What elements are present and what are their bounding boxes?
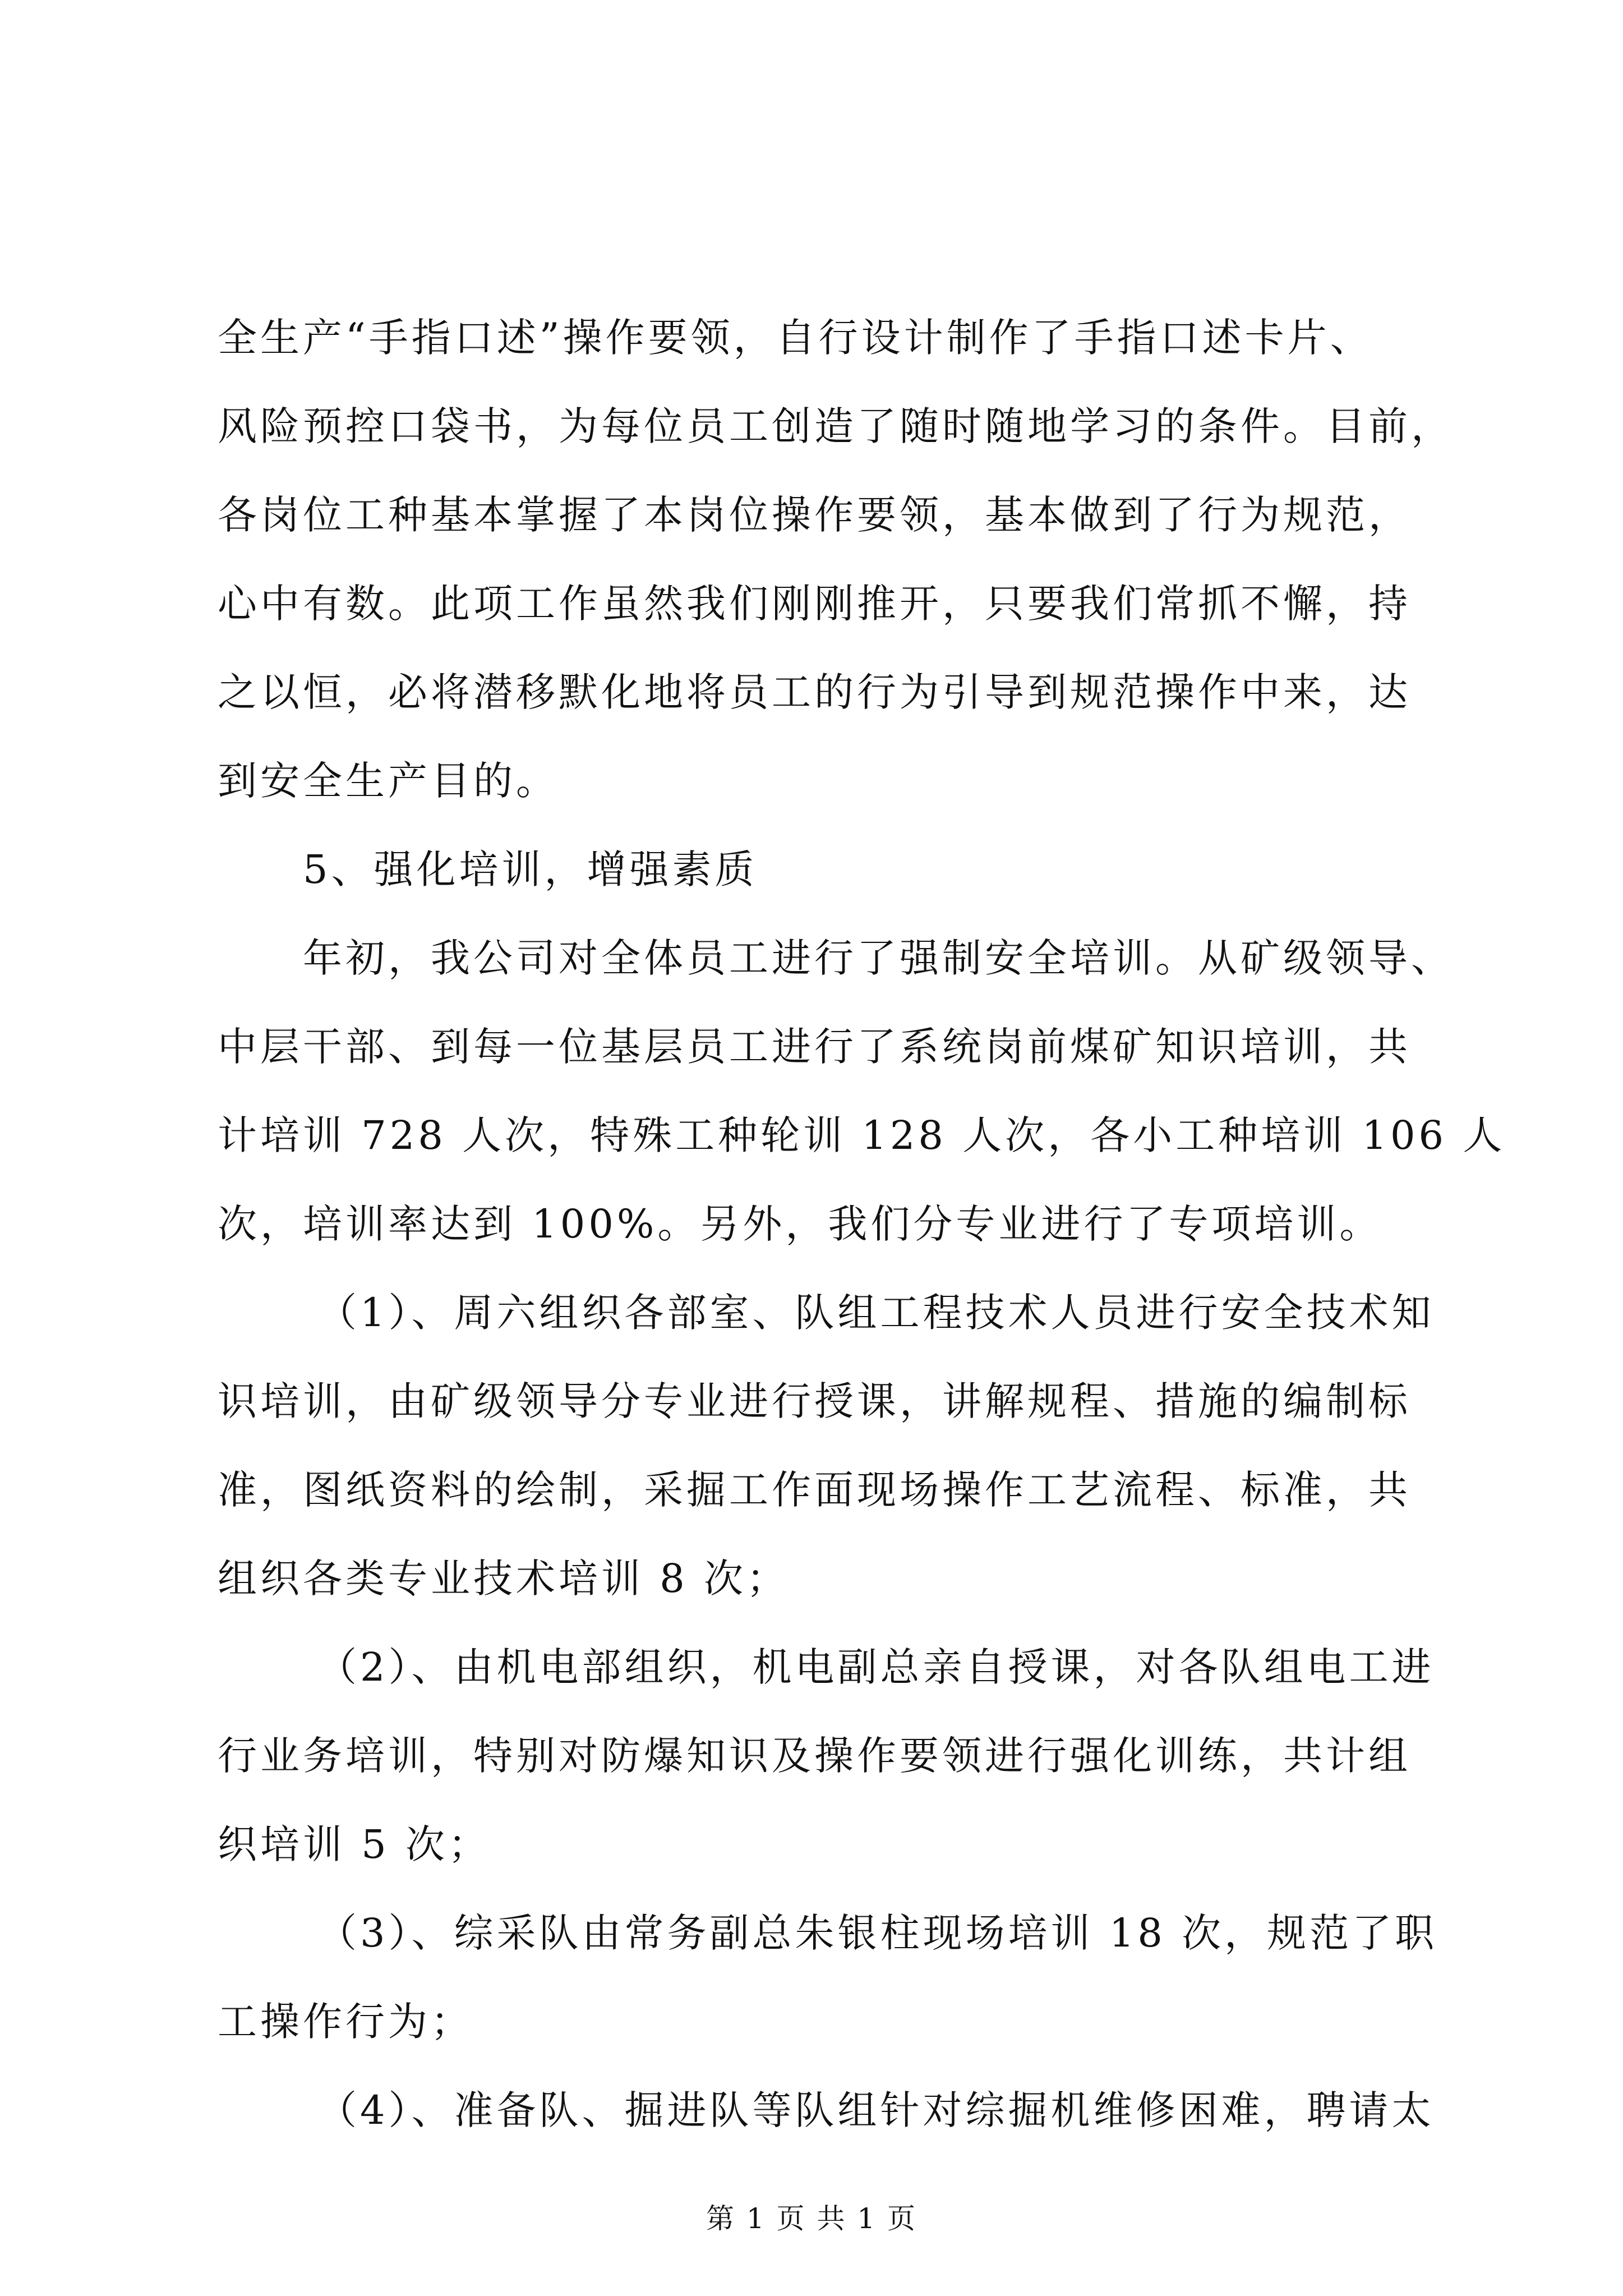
text-line: （4）、准备队、掘进队等队组针对综掘机维修困难，聘请太 xyxy=(317,2087,1435,2133)
text-line: （2）、由机电部组织，机电副总亲自授课，对各队组电工进 xyxy=(317,1644,1435,1690)
text-line: 心中有数。此项工作虽然我们刚刚推开，只要我们常抓不懈，持 xyxy=(218,581,1411,627)
page-footer: 第 1 页 共 1 页 xyxy=(706,2202,917,2235)
text-line: 计培训 728 人次，特殊工种轮训 128 人次，各小工种培训 106 人 xyxy=(218,1112,1506,1158)
text-line: 行业务培训，特别对防爆知识及操作要领进行强化训练，共计组 xyxy=(218,1733,1411,1779)
text-line: 次，培训率达到 100%。另外，我们分专业进行了专项培训。 xyxy=(218,1201,1382,1247)
text-line: 年初，我公司对全体员工进行了强制安全培训。从矿级领导、 xyxy=(303,935,1454,981)
text-line: 中层干部、到每一位基层员工进行了系统岗前煤矿知识培训，共 xyxy=(218,1024,1411,1070)
text-line: 识培训，由矿级领导分专业进行授课，讲解规程、措施的编制标 xyxy=(218,1378,1411,1424)
text-line: 到安全生产目的。 xyxy=(218,758,559,804)
text-line: 各岗位工种基本掌握了本岗位操作要领，基本做到了行为规范， xyxy=(218,492,1411,538)
text-line: 风险预控口袋书，为每位员工创造了随时随地学习的条件。目前， xyxy=(218,403,1454,449)
section-heading: 5、强化培训，增强素质 xyxy=(303,846,758,892)
text-line: 工操作行为； xyxy=(218,1999,473,2045)
text-line: 之以恒，必将潜移默化地将员工的行为引导到规范操作中来，达 xyxy=(218,669,1411,715)
text-line: （3）、综采队由常务副总朱银柱现场培训 18 次，规范了职 xyxy=(317,1910,1438,1956)
text-line: 织培训 5 次； xyxy=(218,1821,491,1867)
text-line: 全生产“手指口述”操作要领，自行设计制作了手指口述卡片、 xyxy=(218,315,1373,361)
text-line: 组织各类专业技术培训 8 次； xyxy=(218,1556,790,1602)
text-line: 准，图纸资料的绘制，采掘工作面现场操作工艺流程、标准，共 xyxy=(218,1467,1411,1513)
text-line: （1）、周六组织各部室、队组工程技术人员进行安全技术知 xyxy=(317,1290,1435,1336)
